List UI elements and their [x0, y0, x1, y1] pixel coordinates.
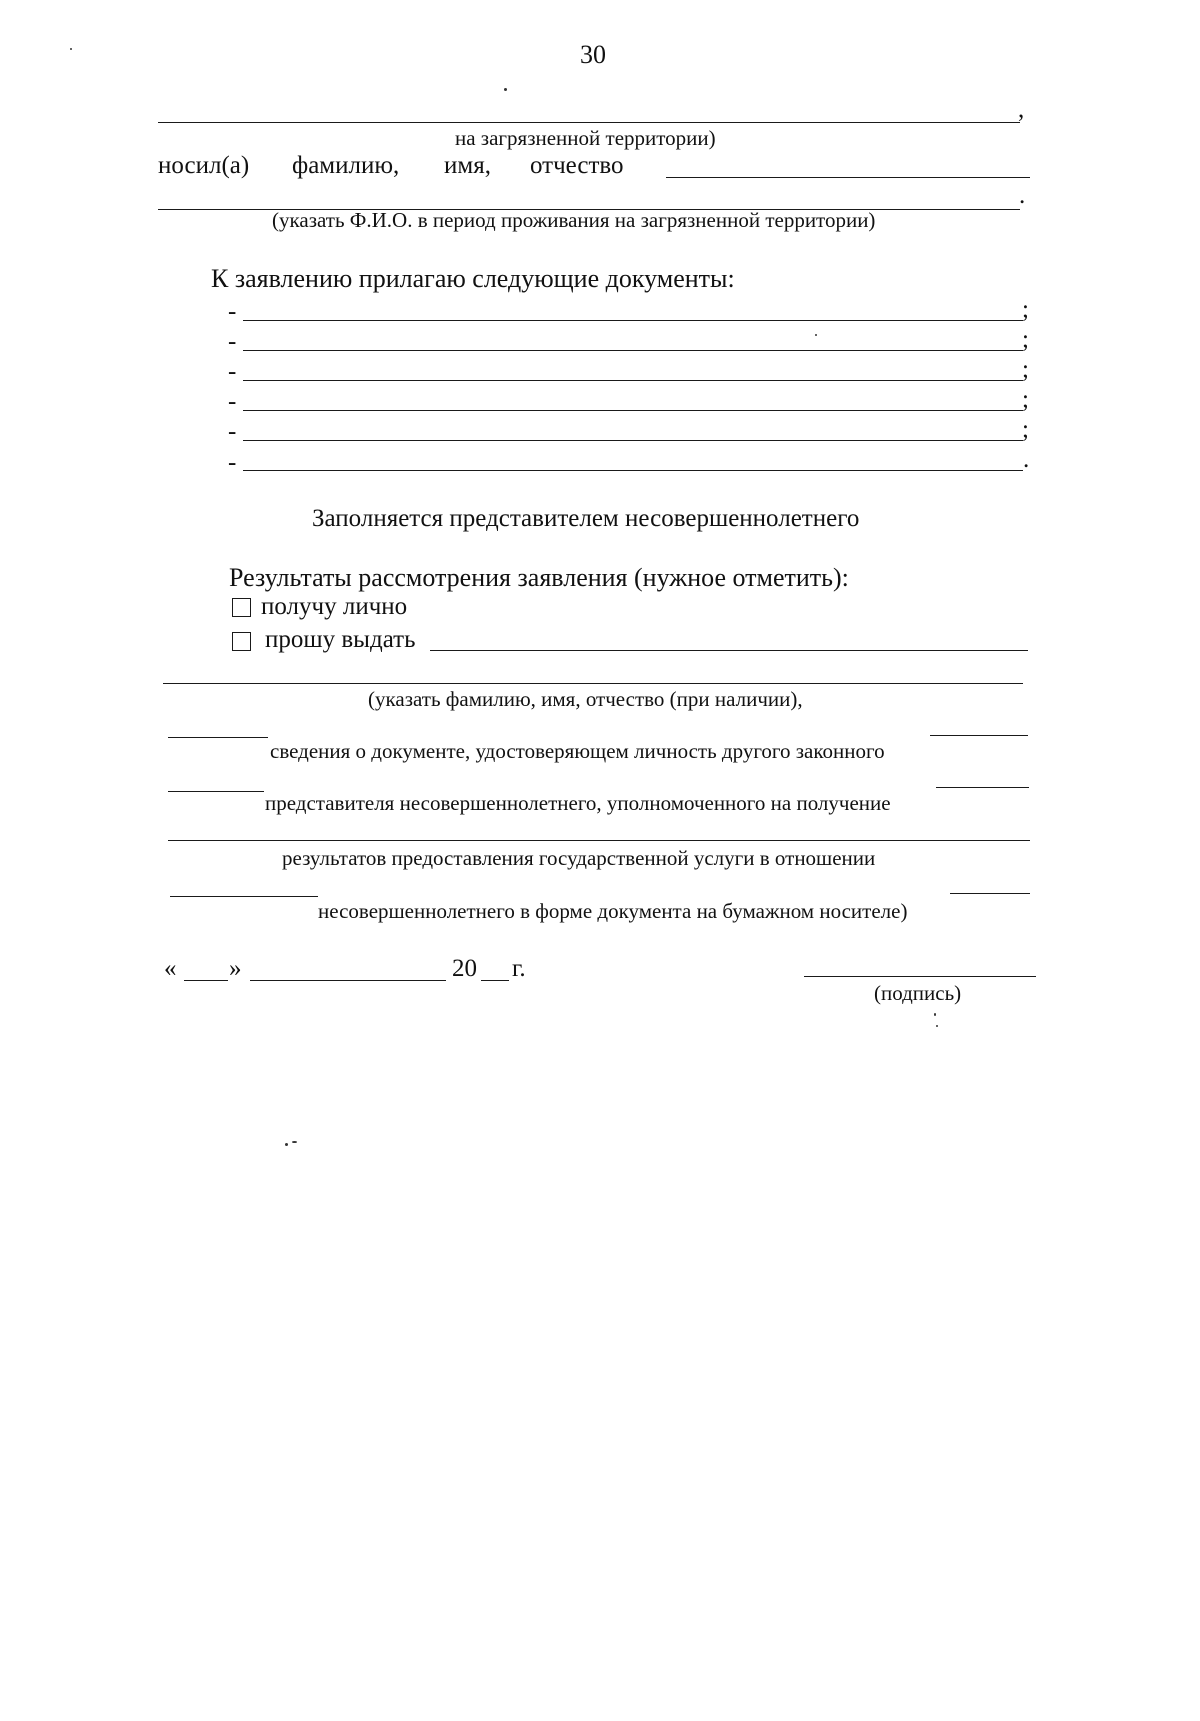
- attachment-line[interactable]: [243, 440, 1023, 441]
- representative-line-2a[interactable]: [168, 737, 268, 738]
- option-personal-checkbox[interactable]: [232, 598, 251, 617]
- representative-line-5b[interactable]: [950, 893, 1030, 894]
- option-issue-label: прошу выдать: [265, 626, 416, 653]
- representative-line-5a[interactable]: [170, 896, 318, 897]
- attachment-end: .: [1023, 446, 1030, 473]
- scan-speck: [504, 88, 507, 91]
- attachments-heading: К заявлению прилагаю следующие документы:: [211, 264, 735, 293]
- attachment-line[interactable]: [243, 320, 1023, 321]
- attachment-line[interactable]: [243, 470, 1023, 471]
- attachment-dash: -: [228, 328, 237, 355]
- date-year-line[interactable]: [481, 980, 509, 981]
- scan-speck: [70, 48, 72, 50]
- representative-caption-5: несовершеннолетнего в форме документа на бумажном носителе): [318, 899, 908, 923]
- date-close-quote: »: [229, 955, 242, 982]
- option-issue-checkbox[interactable]: [232, 632, 251, 651]
- signature-line[interactable]: [804, 976, 1036, 977]
- representative-line-4[interactable]: [168, 840, 1030, 841]
- representative-line-1[interactable]: [163, 683, 1023, 684]
- scan-speck: [285, 1143, 288, 1146]
- territory-caption: на загрязненной территории): [455, 126, 716, 150]
- attachment-line[interactable]: [243, 350, 1023, 351]
- page-number: 30: [580, 40, 606, 69]
- former-territory-line[interactable]: [158, 122, 1020, 123]
- representative-line-3b[interactable]: [936, 787, 1029, 788]
- date-month-line[interactable]: [250, 980, 446, 981]
- attachment-dash: -: [228, 449, 237, 476]
- representative-line-3a[interactable]: [168, 791, 264, 792]
- results-heading: Результаты рассмотрения заявления (нужное отметить):: [229, 563, 849, 592]
- label-patronymic: отчество: [530, 152, 624, 179]
- signature-caption: (подпись): [874, 981, 962, 1005]
- line-end-comma: ,: [1018, 96, 1025, 123]
- former-fio-caption: (указать Ф.И.О. в период проживания на загрязненной территории): [272, 208, 876, 232]
- former-fio-line-1[interactable]: [666, 177, 1030, 178]
- date-day-line[interactable]: [184, 980, 228, 981]
- scan-speck: [936, 1025, 938, 1027]
- option-personal-label: получу лично: [261, 593, 408, 620]
- line-end-period: .: [1019, 182, 1026, 209]
- label-surname: фамилию,: [292, 152, 400, 179]
- date-year-suffix: г.: [512, 955, 526, 982]
- representative-caption-2: сведения о документе, удостоверяющем личность другого законного: [270, 739, 885, 763]
- attachment-line[interactable]: [243, 410, 1023, 411]
- attachment-end: ;: [1022, 296, 1029, 323]
- attachment-dash: -: [228, 388, 237, 415]
- scan-speck: [934, 1013, 936, 1016]
- representative-section-title: Заполняется представителем несовершеннолетнего: [312, 505, 860, 532]
- attachment-line[interactable]: [243, 380, 1023, 381]
- attachment-dash: -: [228, 298, 237, 325]
- date-open-quote: «: [164, 955, 177, 982]
- attachment-end: ;: [1022, 386, 1029, 413]
- representative-caption-1: (указать фамилию, имя, отчество (при наличии),: [368, 687, 803, 711]
- representative-caption-3: представителя несовершеннолетнего, уполномоченного на получение: [265, 791, 891, 815]
- label-wore: носил(а): [158, 152, 250, 179]
- attachment-end: ;: [1022, 356, 1029, 383]
- issue-to-line[interactable]: [430, 650, 1028, 651]
- attachment-dash: -: [228, 418, 237, 445]
- attachment-dash: -: [228, 358, 237, 385]
- attachment-end: ;: [1022, 416, 1029, 443]
- attachment-end: ;: [1022, 326, 1029, 353]
- representative-caption-4: результатов предоставления государственной услуги в отношении: [282, 846, 876, 870]
- label-name: имя,: [444, 152, 491, 179]
- date-year-prefix: 20: [452, 955, 477, 982]
- scan-speck: [815, 334, 817, 336]
- scan-speck: [292, 1141, 297, 1143]
- representative-line-2b[interactable]: [930, 735, 1028, 736]
